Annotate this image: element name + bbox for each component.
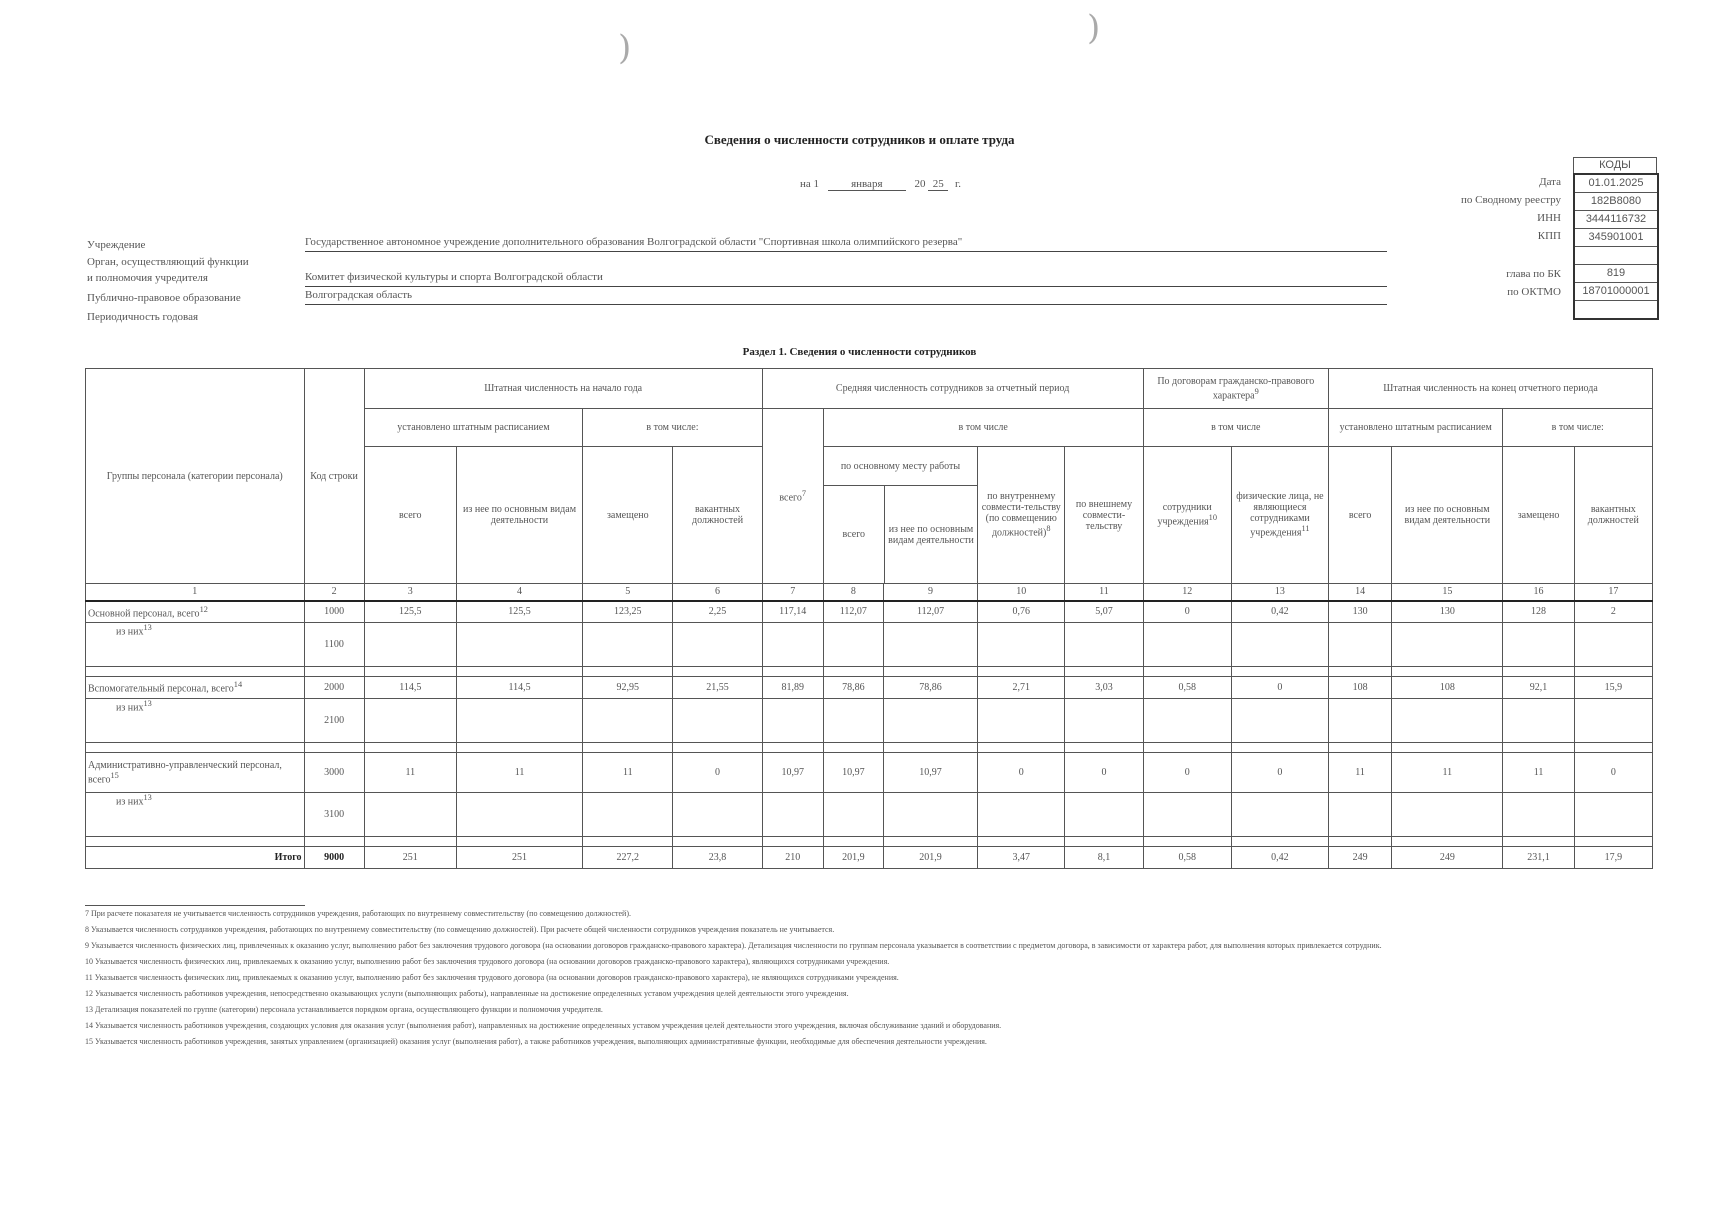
row-value	[583, 793, 673, 837]
row-value: 125,5	[364, 601, 456, 623]
spacer-cell	[883, 837, 977, 847]
header-including-2: в том числе	[823, 409, 1143, 447]
row-value: 108	[1329, 677, 1392, 699]
header-internal-text: по внутреннему совмести-тельству (по совмещению должностей)	[981, 491, 1061, 539]
row-value	[1231, 699, 1328, 743]
row-value	[1329, 699, 1392, 743]
public-entity-value: Волгоградская область	[305, 289, 1387, 305]
row-code: 3000	[304, 753, 364, 793]
scan-artifact-right: )	[1087, 8, 1101, 48]
spacer-cell	[583, 837, 673, 847]
header-vacant-end: вакантных должностей	[1574, 447, 1652, 584]
spacer-cell	[823, 837, 883, 847]
spacer-cell	[823, 667, 883, 677]
spacer-cell	[1574, 837, 1652, 847]
spacer-cell	[673, 743, 762, 753]
row-value	[1503, 623, 1574, 667]
date-prefix: на 1	[800, 178, 820, 190]
row-code: 2000	[304, 677, 364, 699]
row-value	[1392, 623, 1503, 667]
row-value: 17,9	[1574, 847, 1652, 869]
row-value: 21,55	[673, 677, 762, 699]
row-value: 0	[1065, 753, 1143, 793]
footnote: 15 Указывается численность работников учреждения, занятых управлением (организацией) оказания услуг (выполнения работ), а также работников учреждения, выполняющих административные функции, необходимые для обеспечения деятельности учреждения.	[85, 1037, 987, 1046]
spacer-cell	[304, 743, 364, 753]
header-code: Код строки	[304, 369, 364, 584]
spacer-cell	[1503, 837, 1574, 847]
header-employees	[1143, 447, 1231, 584]
row-name-text: из них	[116, 796, 144, 808]
row-name	[86, 753, 305, 793]
row-name	[86, 623, 305, 667]
row-value	[456, 793, 582, 837]
code-empty-2	[1575, 301, 1657, 318]
column-number: 8	[823, 584, 883, 601]
row-value: 2	[1574, 601, 1652, 623]
row-value	[1231, 623, 1328, 667]
header-total7-sup: 7	[801, 488, 807, 498]
row-name-text: из них	[116, 626, 144, 638]
header-external: по внешнему совмести-тельству	[1065, 447, 1143, 584]
header-employees-sup: 10	[1208, 513, 1217, 523]
code-empty-1	[1575, 247, 1657, 265]
spacer-cell	[673, 837, 762, 847]
row-value: 92,1	[1503, 677, 1574, 699]
column-number: 15	[1392, 584, 1503, 601]
row-value	[1574, 793, 1652, 837]
row-name-text: Административно-управленческий персонал, всего	[88, 759, 282, 786]
spacer-cell	[883, 667, 977, 677]
column-numbers-row	[86, 584, 1653, 601]
date-year: 25	[928, 178, 948, 191]
scan-artifact-left: )	[618, 28, 632, 68]
row-name-sup: 14	[233, 680, 243, 690]
row-value	[823, 623, 883, 667]
header-filled: замещено	[583, 447, 673, 584]
date-suffix: г.	[955, 178, 962, 190]
spacer-cell	[1143, 667, 1231, 677]
row-value: 8,1	[1065, 847, 1143, 869]
column-number: 2	[304, 584, 364, 601]
row-value: 78,86	[823, 677, 883, 699]
row-value: 81,89	[762, 677, 823, 699]
row-value	[1392, 699, 1503, 743]
table-row	[86, 677, 1653, 699]
row-name-sup: 13	[143, 623, 152, 632]
row-value: 0	[1231, 753, 1328, 793]
table-row	[86, 793, 1653, 837]
spacer-cell	[86, 837, 305, 847]
spacer-cell	[1503, 667, 1574, 677]
row-value: 92,95	[583, 677, 673, 699]
spacer-cell	[456, 743, 582, 753]
spacer-cell	[762, 743, 823, 753]
row-value: 123,25	[583, 601, 673, 623]
row-name	[86, 699, 305, 743]
table-row	[86, 753, 1653, 793]
spacer-row	[86, 667, 1653, 677]
spacer-cell	[86, 743, 305, 753]
row-value	[673, 699, 762, 743]
header-of-which-main-2: из нее по основным видам деятельности	[888, 523, 974, 546]
row-value: 2,71	[978, 677, 1065, 699]
spacer-cell	[1143, 837, 1231, 847]
row-value: 78,86	[883, 677, 977, 699]
row-value: 11	[583, 753, 673, 793]
row-value: 251	[456, 847, 582, 869]
spacer-cell	[304, 837, 364, 847]
code-registry-label: по Сводному реестру	[1461, 194, 1561, 206]
row-name-text: Итого	[274, 852, 302, 863]
column-number: 7	[762, 584, 823, 601]
header-average: Средняя численность сотрудников за отчетный период	[762, 369, 1143, 409]
row-value	[364, 793, 456, 837]
institution-label: Учреждение	[87, 239, 146, 251]
table-row	[86, 847, 1653, 869]
spacer-cell	[1574, 667, 1652, 677]
row-code: 2100	[304, 699, 364, 743]
spacer-cell	[762, 667, 823, 677]
row-value	[364, 623, 456, 667]
header-civil-sup: 9	[1254, 386, 1259, 396]
row-value	[583, 623, 673, 667]
row-value	[1143, 623, 1231, 667]
spacer-cell	[1231, 743, 1328, 753]
row-value	[883, 699, 977, 743]
date-month: января	[828, 178, 906, 191]
row-value: 2,25	[673, 601, 762, 623]
row-value: 23,8	[673, 847, 762, 869]
row-value: 112,07	[883, 601, 977, 623]
row-name-sup: 13	[143, 793, 152, 802]
row-value	[1065, 793, 1143, 837]
institution-value: Государственное автономное учреждение дополнительного образования Волгоградской области "Спортивная школа олимпийского резерва"	[305, 236, 1387, 252]
row-value: 0,58	[1143, 847, 1231, 869]
row-value	[1065, 699, 1143, 743]
row-value: 108	[1392, 677, 1503, 699]
header-staff-end: Штатная численность на конец отчетного периода	[1329, 369, 1653, 409]
row-value	[364, 699, 456, 743]
row-value: 0	[1574, 753, 1652, 793]
date-year-prefix: 20	[914, 178, 926, 190]
footnote-divider	[85, 905, 305, 906]
row-value: 210	[762, 847, 823, 869]
header-groups: Группы персонала (категории персонала)	[86, 369, 305, 584]
code-oktmo: 18701000001	[1575, 283, 1657, 301]
column-number: 10	[978, 584, 1065, 601]
row-value	[1574, 699, 1652, 743]
row-value	[1143, 793, 1231, 837]
row-value: 11	[1329, 753, 1392, 793]
periodicity-label: Периодичность годовая	[87, 311, 199, 323]
row-value: 114,5	[456, 677, 582, 699]
founder-value: Комитет физической культуры и спорта Волгоградской области	[305, 271, 1387, 287]
row-value	[762, 699, 823, 743]
footnote: 13 Детализация показателей по группе (категории) персонала устанавливается порядком органа, осуществляющего функции и полномочия учредителя.	[85, 1005, 603, 1014]
header-physical	[1231, 447, 1328, 584]
spacer-row	[86, 837, 1653, 847]
table-row	[86, 699, 1653, 743]
row-value	[1065, 623, 1143, 667]
spacer-cell	[1329, 837, 1392, 847]
spacer-cell	[1143, 743, 1231, 753]
row-name-sup: 12	[199, 604, 208, 614]
row-value: 0,76	[978, 601, 1065, 623]
row-value	[1329, 793, 1392, 837]
row-code: 1100	[304, 623, 364, 667]
spacer-cell	[364, 837, 456, 847]
row-code: 3100	[304, 793, 364, 837]
row-name	[86, 601, 305, 623]
spacer-cell	[456, 667, 582, 677]
header-civil	[1143, 369, 1328, 409]
footnote: 12 Указывается численность работников учреждения, непосредственно оказывающих услуги (выполняющих работы), направленные на достижение определенных уставом учреждения целей деятельности этого учреждения.	[85, 989, 849, 998]
row-value: 231,1	[1503, 847, 1574, 869]
row-value	[673, 793, 762, 837]
row-value	[1503, 793, 1574, 837]
header-total-c: всего	[1329, 447, 1392, 584]
row-name-text: из них	[116, 702, 144, 714]
header-established: установлено штатным расписанием	[364, 409, 583, 447]
row-value: 114,5	[364, 677, 456, 699]
row-value: 0	[673, 753, 762, 793]
header-vacant: вакантных должностей	[673, 447, 762, 584]
row-value	[673, 623, 762, 667]
header-physical-sup: 11	[1301, 524, 1310, 534]
code-date-label: Дата	[1539, 176, 1561, 188]
table-row	[86, 601, 1653, 623]
code-kpp-label: КПП	[1537, 230, 1561, 242]
row-value	[1574, 623, 1652, 667]
codes-box	[1573, 173, 1659, 320]
row-value: 130	[1329, 601, 1392, 623]
header-total7	[762, 409, 823, 584]
spacer-cell	[304, 667, 364, 677]
row-name-sup: 15	[110, 770, 119, 780]
spacer-cell	[1065, 667, 1143, 677]
row-value: 117,14	[762, 601, 823, 623]
form-title: Сведения о численности сотрудников и оплате труда	[704, 132, 1015, 147]
footnote: 10 Указывается численность физических лиц, привлекаемых к оказанию услуг, выполнению работ без заключения трудового договора (на основании договоров гражданско-правового характера), являющихся сотрудниками учреждения.	[85, 957, 890, 966]
row-value: 11	[1392, 753, 1503, 793]
row-value	[978, 699, 1065, 743]
header-physical-text: физические лица, не являющиеся сотрудниками учреждения	[1236, 491, 1324, 539]
spacer-cell	[86, 667, 305, 677]
row-value: 0,42	[1231, 847, 1328, 869]
code-oktmo-label: по ОКТМО	[1507, 286, 1561, 298]
column-number: 11	[1065, 584, 1143, 601]
spacer-cell	[762, 837, 823, 847]
code-bk: 819	[1575, 265, 1657, 283]
spacer-cell	[1329, 667, 1392, 677]
row-code: 9000	[304, 847, 364, 869]
column-number: 1	[86, 584, 305, 601]
spacer-cell	[1065, 743, 1143, 753]
row-code: 1000	[304, 601, 364, 623]
column-number: 17	[1574, 584, 1652, 601]
public-entity-label: Публично-правовое образование	[87, 292, 241, 304]
founder-label-2: и полномочия учредителя	[87, 272, 208, 284]
spacer-cell	[583, 667, 673, 677]
row-value: 0	[978, 753, 1065, 793]
row-name-sup: 13	[143, 699, 152, 708]
row-name	[86, 793, 305, 837]
code-inn: 3444116732	[1575, 211, 1657, 229]
spacer-row	[86, 743, 1653, 753]
row-value: 227,2	[583, 847, 673, 869]
row-value: 3,47	[978, 847, 1065, 869]
spacer-cell	[1503, 743, 1574, 753]
spacer-cell	[1065, 837, 1143, 847]
column-number: 6	[673, 584, 762, 601]
row-value: 249	[1392, 847, 1503, 869]
code-inn-label: ИНН	[1537, 212, 1561, 224]
column-number: 16	[1503, 584, 1574, 601]
header-total7-text: всего	[779, 492, 802, 504]
row-value: 130	[1392, 601, 1503, 623]
column-number: 9	[883, 584, 977, 601]
row-value	[1503, 699, 1574, 743]
header-including-3: в том числе	[1143, 409, 1328, 447]
row-value	[823, 793, 883, 837]
spacer-cell	[1392, 837, 1503, 847]
header-employees-text: сотрудники учреждения	[1157, 502, 1212, 528]
row-value: 128	[1503, 601, 1574, 623]
spacer-cell	[978, 743, 1065, 753]
column-number: 13	[1231, 584, 1328, 601]
spacer-cell	[883, 743, 977, 753]
header-of-which-main-end: из нее по основным видам деятельности	[1392, 447, 1503, 584]
header-civil-text: По договорам гражданско-правового характера	[1157, 375, 1315, 402]
header-total-b: всего	[824, 486, 885, 583]
staff-table	[85, 368, 1653, 869]
spacer-cell	[823, 743, 883, 753]
codes-header: КОДЫ	[1573, 157, 1657, 173]
footnote: 14 Указывается численность работников учреждения, создающих условия для оказания услуг (выполнения работ), направленных на достижение определенных уставом учреждения целей деятельности этого учреждения, включая обслуживание зданий и оборудования.	[85, 1021, 1002, 1030]
row-value	[883, 793, 977, 837]
spacer-cell	[364, 667, 456, 677]
spacer-cell	[1392, 667, 1503, 677]
code-kpp: 345901001	[1575, 229, 1657, 247]
row-name-text: Основной персонал, всего	[88, 607, 200, 619]
row-value: 125,5	[456, 601, 582, 623]
header-established-end: установлено штатным расписанием	[1329, 409, 1503, 447]
row-value: 0,42	[1231, 601, 1328, 623]
column-number: 3	[364, 584, 456, 601]
row-value: 15,9	[1574, 677, 1652, 699]
row-value: 251	[364, 847, 456, 869]
code-registry: 182В8080	[1575, 193, 1657, 211]
row-value: 10,97	[823, 753, 883, 793]
row-name	[86, 677, 305, 699]
row-value: 0	[1231, 677, 1328, 699]
row-value	[456, 623, 582, 667]
row-value: 10,97	[762, 753, 823, 793]
spacer-cell	[1329, 743, 1392, 753]
spacer-cell	[583, 743, 673, 753]
row-value: 3,03	[1065, 677, 1143, 699]
header-main-place: по основному месту работы	[824, 447, 977, 486]
footnote: 8 Указывается численность сотрудников учреждения, работающих по внутреннему совместительству (по совмещению должностей). При расчете общей численности сотрудников учреждения показатель не учитывается.	[85, 925, 835, 934]
row-value: 0,58	[1143, 677, 1231, 699]
founder-label: Орган, осуществляющий функции	[87, 256, 249, 268]
spacer-cell	[456, 837, 582, 847]
row-value	[883, 623, 977, 667]
column-number: 4	[456, 584, 582, 601]
row-value	[456, 699, 582, 743]
table-row	[86, 623, 1653, 667]
spacer-cell	[1574, 743, 1652, 753]
row-value: 201,9	[823, 847, 883, 869]
footnote: 11 Указывается численность физических лиц, привлекаемых к оказанию услуг, выполнению работ без заключения трудового договора (на основании договоров гражданско-правового характера), не являющихся сотрудниками учреждения.	[85, 973, 899, 982]
column-number: 12	[1143, 584, 1231, 601]
row-value	[1143, 699, 1231, 743]
footnote: 7 При расчете показателя не учитывается численность сотрудников учреждения, работающих по внутреннему совместительству (по совмещению должностей).	[85, 909, 632, 918]
row-value: 5,07	[1065, 601, 1143, 623]
spacer-cell	[364, 743, 456, 753]
row-value: 201,9	[883, 847, 977, 869]
row-value	[583, 699, 673, 743]
row-value	[762, 793, 823, 837]
row-name	[86, 847, 305, 869]
report-date-line	[800, 178, 961, 191]
column-number: 5	[583, 584, 673, 601]
header-of-which-main: из нее по основным видам деятельности	[456, 447, 582, 584]
row-value	[978, 793, 1065, 837]
spacer-cell	[673, 667, 762, 677]
header-total: всего	[364, 447, 456, 584]
footnotes	[85, 908, 1685, 1052]
spacer-cell	[1392, 743, 1503, 753]
row-value	[1231, 793, 1328, 837]
spacer-cell	[978, 837, 1065, 847]
section-title: Раздел 1. Сведения о численности сотрудников	[742, 346, 977, 358]
code-bk-label: глава по БК	[1506, 268, 1561, 280]
row-value	[823, 699, 883, 743]
header-internal-sup: 8	[1046, 524, 1051, 534]
header-main-place-block	[823, 447, 977, 584]
row-name-text: Вспомогательный персонал, всего	[88, 683, 234, 695]
spacer-cell	[1231, 667, 1328, 677]
row-value: 11	[456, 753, 582, 793]
footnote: 9 Указывается численность физических лиц, привлеченных к оказанию услуг, выполнению работ без заключения трудового договора (на основании договоров гражданско-правового характера). Детализация численности по группам персонала указывается в соответствии с предметом договора, в зависимости от характера работ, для выполнения которых привлекается сотрудник.	[85, 941, 1382, 950]
header-staff-start: Штатная численность на начало года	[364, 369, 762, 409]
code-date: 01.01.2025	[1575, 175, 1657, 193]
row-value	[1329, 623, 1392, 667]
row-value: 11	[364, 753, 456, 793]
spacer-cell	[1231, 837, 1328, 847]
header-including: в том числе:	[583, 409, 762, 447]
header-internal	[978, 447, 1065, 584]
row-value: 249	[1329, 847, 1392, 869]
column-number: 14	[1329, 584, 1392, 601]
header-including-end: в том числе:	[1503, 409, 1653, 447]
row-value: 112,07	[823, 601, 883, 623]
row-value: 10,97	[883, 753, 977, 793]
spacer-cell	[978, 667, 1065, 677]
row-value	[762, 623, 823, 667]
row-value: 0	[1143, 601, 1231, 623]
row-value	[1392, 793, 1503, 837]
row-value	[978, 623, 1065, 667]
header-filled-end: замещено	[1503, 447, 1574, 584]
row-value: 0	[1143, 753, 1231, 793]
row-value: 11	[1503, 753, 1574, 793]
